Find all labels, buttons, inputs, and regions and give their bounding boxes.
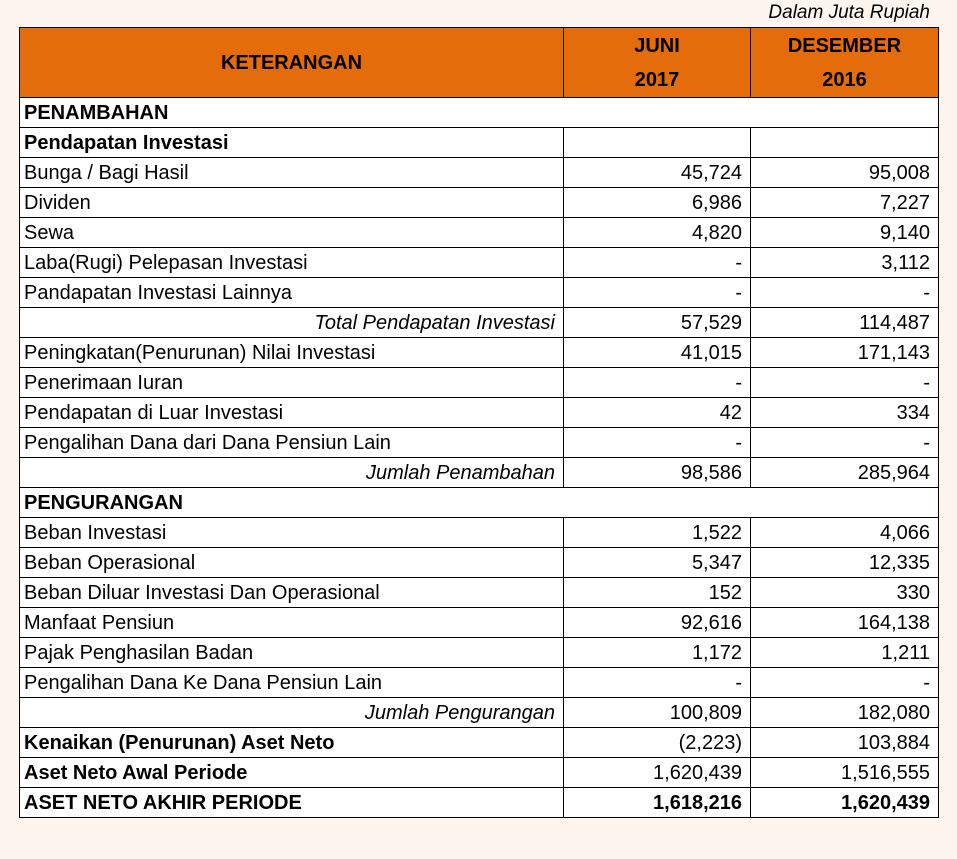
row-label: Pendapatan di Luar Investasi [20, 398, 564, 428]
subsection-pendapatan-investasi-row [20, 128, 939, 158]
header-december-2016 [751, 28, 939, 98]
header-june-2017-year: 2017 [634, 68, 680, 91]
header-december-2016-month: DESEMBER [787, 34, 902, 57]
header-row [20, 28, 939, 98]
value-december-2016: 285,964 [751, 458, 939, 488]
subtotal-row [20, 308, 939, 338]
value-june-2017: - [564, 668, 751, 698]
table-row [20, 668, 939, 698]
summary-row [20, 728, 939, 758]
value-june-2017: 1,618,216 [564, 788, 751, 818]
value-december-2016: 1,516,555 [751, 758, 939, 788]
value-june-2017: 92,616 [564, 608, 751, 638]
table-row [20, 158, 939, 188]
row-label: Manfaat Pensiun [20, 608, 564, 638]
value-june-2017: (2,223) [564, 728, 751, 758]
value-june-2017: 45,724 [564, 158, 751, 188]
value-december-2016: - [751, 428, 939, 458]
row-label: Pajak Penghasilan Badan [20, 638, 564, 668]
subtotal-label: Jumlah Penambahan [20, 458, 564, 488]
row-label: Sewa [20, 218, 564, 248]
value-december-2016: 103,884 [751, 728, 939, 758]
table-row [20, 638, 939, 668]
summary-row [20, 758, 939, 788]
row-label: Bunga / Bagi Hasil [20, 158, 564, 188]
table-row [20, 278, 939, 308]
value-june-2017: 5,347 [564, 548, 751, 578]
row-label: Peningkatan(Penurunan) Nilai Investasi [20, 338, 564, 368]
row-label: Pengalihan Dana dari Dana Pensiun Lain [20, 428, 564, 458]
value-june-2017: 152 [564, 578, 751, 608]
summary-row-final [20, 788, 939, 818]
row-label: Pengalihan Dana Ke Dana Pensiun Lain [20, 668, 564, 698]
section-pengurangan-title: PENGURANGAN [20, 488, 939, 518]
summary-label: Kenaikan (Penurunan) Aset Neto [20, 728, 564, 758]
table-row [20, 398, 939, 428]
value-december-2016: 334 [751, 398, 939, 428]
value-december-2016: 9,140 [751, 218, 939, 248]
value-december-2016: - [751, 368, 939, 398]
value-december-2016: 114,487 [751, 308, 939, 338]
subtotal-label: Jumlah Pengurangan [20, 698, 564, 728]
value-december-2016: - [751, 668, 939, 698]
value-december-2016: 330 [751, 578, 939, 608]
row-label: Laba(Rugi) Pelepasan Investasi [20, 248, 564, 278]
subtotal-label: Total Pendapatan Investasi [20, 308, 564, 338]
table-row [20, 548, 939, 578]
value-june-2017: 1,172 [564, 638, 751, 668]
header-description: KETERANGAN [20, 28, 564, 98]
row-label: Dividen [20, 188, 564, 218]
value-june-2017: 4,820 [564, 218, 751, 248]
unit-note: Dalam Juta Rupiah [768, 2, 930, 23]
empty-cell [564, 128, 751, 158]
table-row [20, 518, 939, 548]
value-december-2016: - [751, 278, 939, 308]
table-row [20, 368, 939, 398]
value-june-2017: - [564, 428, 751, 458]
subtotal-row [20, 458, 939, 488]
value-june-2017: 1,522 [564, 518, 751, 548]
table-row [20, 188, 939, 218]
summary-label: Aset Neto Awal Periode [20, 758, 564, 788]
value-june-2017: 100,809 [564, 698, 751, 728]
financial-statement-table [19, 27, 939, 818]
table-row [20, 608, 939, 638]
value-june-2017: - [564, 278, 751, 308]
section-penambahan-title: PENAMBAHAN [20, 98, 939, 128]
subsection-pendapatan-investasi-title: Pendapatan Investasi [20, 128, 564, 158]
summary-label: ASET NETO AKHIR PERIODE [20, 788, 564, 818]
value-june-2017: - [564, 248, 751, 278]
header-december-2016-year: 2016 [822, 68, 867, 91]
value-june-2017: 57,529 [564, 308, 751, 338]
row-label: Beban Investasi [20, 518, 564, 548]
header-june-2017 [564, 28, 751, 98]
value-december-2016: 182,080 [751, 698, 939, 728]
row-label: Beban Operasional [20, 548, 564, 578]
table-row [20, 428, 939, 458]
table-row [20, 578, 939, 608]
value-december-2016: 164,138 [751, 608, 939, 638]
table-row [20, 248, 939, 278]
table-row [20, 218, 939, 248]
row-label: Beban Diluar Investasi Dan Operasional [20, 578, 564, 608]
value-june-2017: 41,015 [564, 338, 751, 368]
value-june-2017: 6,986 [564, 188, 751, 218]
value-december-2016: 7,227 [751, 188, 939, 218]
table-row [20, 338, 939, 368]
subtotal-row [20, 698, 939, 728]
empty-cell [751, 128, 939, 158]
value-december-2016: 171,143 [751, 338, 939, 368]
section-penambahan-row [20, 98, 939, 128]
value-december-2016: 1,211 [751, 638, 939, 668]
row-label: Penerimaan Iuran [20, 368, 564, 398]
value-june-2017: 98,586 [564, 458, 751, 488]
value-june-2017: - [564, 368, 751, 398]
table-header [20, 28, 939, 98]
value-december-2016: 4,066 [751, 518, 939, 548]
value-december-2016: 95,008 [751, 158, 939, 188]
header-june-2017-month: JUNI [634, 34, 680, 57]
value-december-2016: 1,620,439 [751, 788, 939, 818]
value-june-2017: 1,620,439 [564, 758, 751, 788]
value-june-2017: 42 [564, 398, 751, 428]
value-december-2016: 3,112 [751, 248, 939, 278]
value-december-2016: 12,335 [751, 548, 939, 578]
row-label: Pandapatan Investasi Lainnya [20, 278, 564, 308]
section-pengurangan-row [20, 488, 939, 518]
